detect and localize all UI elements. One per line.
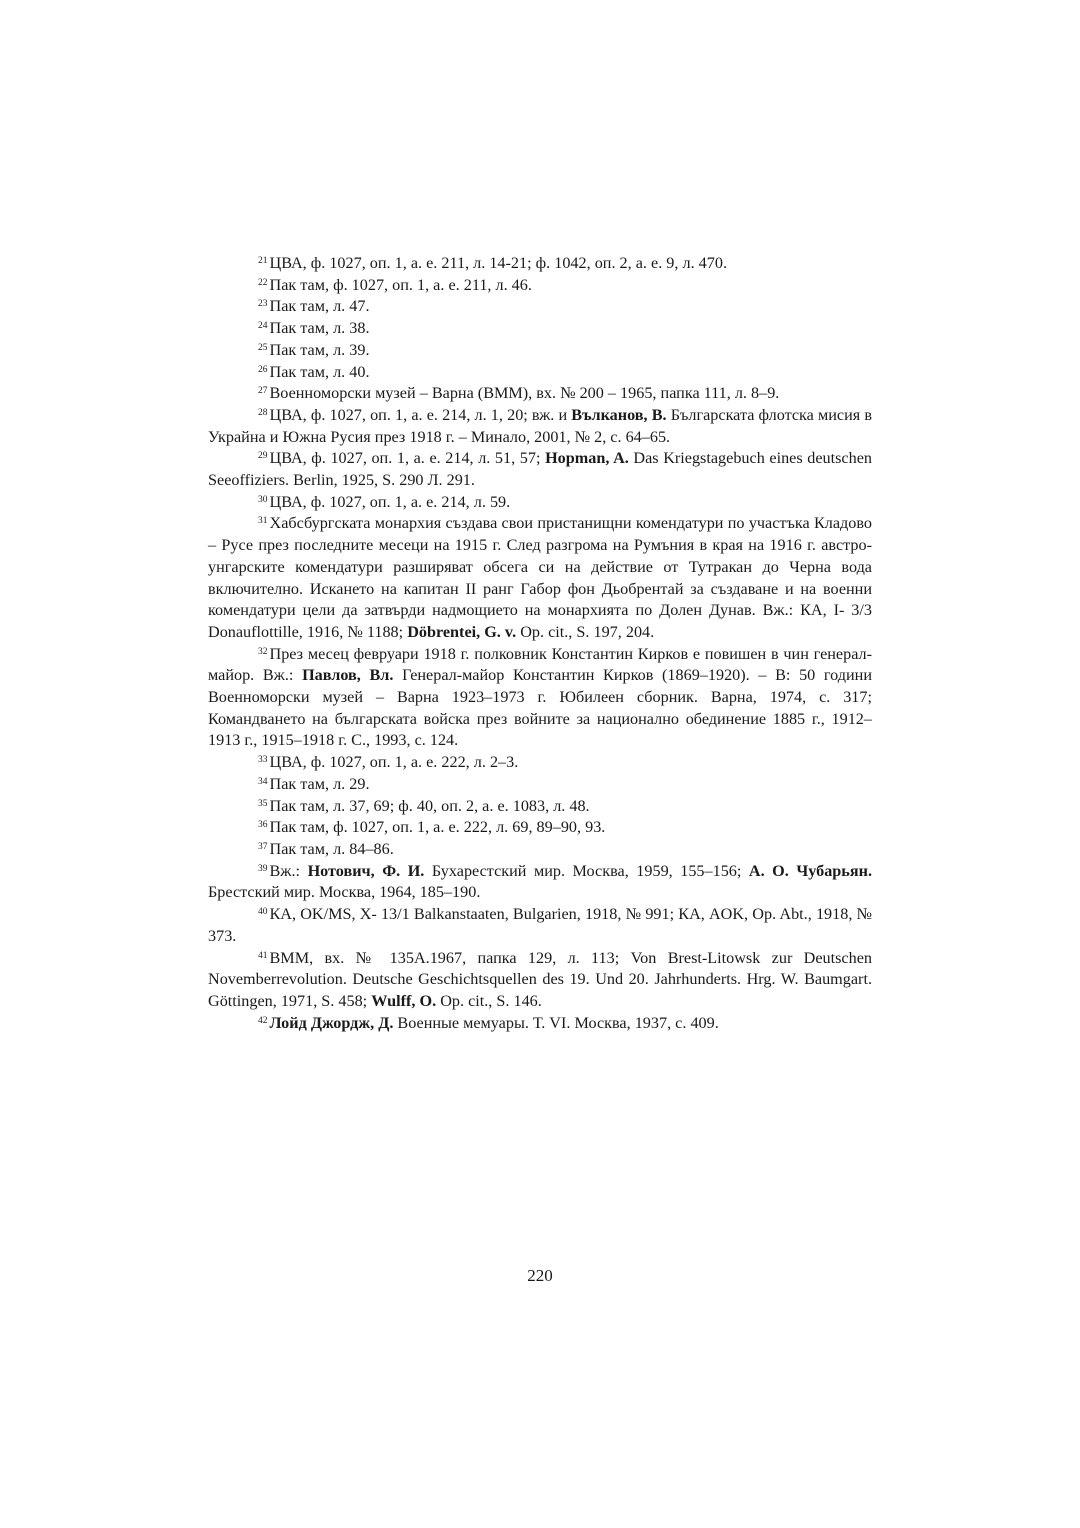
footnote-text: Пак там, л. 84–86.	[269, 839, 394, 858]
footnote-text: ЦВА, ф. 1027, оп. 1, а. е. 214, л. 59.	[269, 492, 511, 511]
footnote-number: 27	[258, 386, 268, 397]
footnote	[208, 839, 872, 861]
footnote-author: Döbrentei, G. v.	[407, 622, 517, 641]
footnote-text: Вж.:	[269, 861, 308, 880]
footnote-text: Бухарестский мир. Москва, 1959, 155–156;	[424, 861, 749, 880]
footnote-number: 28	[258, 407, 268, 418]
footnote-author: Вълканов, В.	[571, 405, 667, 424]
footnote-author: Нотович, Ф. И.	[307, 861, 425, 880]
footnote-number: 31	[258, 516, 268, 527]
footnote-text: През месец февруари 1918 г. полковник Константин Кирков е повишен в чин генерал-майор. Вж.:	[208, 644, 872, 685]
footnote-text: Брестский мир. Москва, 1964, 185–190.	[208, 883, 481, 902]
footnote-text: Военноморски музей – Варна (ВММ), вх. № 200 – 1965, папка 111, л. 8–9.	[269, 384, 780, 403]
footnote-text: Пак там, л. 39.	[269, 340, 370, 359]
footnote-text: Пак там, ф. 1027, оп. 1, а. е. 222, л. 69, 89–90, 93.	[269, 818, 606, 837]
footnote	[208, 817, 872, 839]
footnote-text: Пак там, л. 38.	[269, 319, 370, 338]
footnote-number: 34	[258, 776, 268, 787]
footnote	[208, 492, 872, 514]
footnote-number: 24	[258, 321, 268, 332]
footnote	[208, 513, 872, 643]
footnote-text: Генерал-майор Константин Кирков (1869–1920). – В: 50 години Военноморски музей – Варна 1923–1973 г. Юбилеен сборник. Варна, 1974, с. 317; Командването на българската войска през войните за национално обединение 1885 г., 1912–1913 г., 1915–1918 г. С., 1993, с. 124.	[208, 666, 872, 750]
footnote-text: Op. cit., S. 146.	[436, 991, 542, 1010]
footnote-number: 40	[258, 907, 268, 918]
footnote	[208, 405, 872, 448]
footnote-number: 21	[258, 256, 268, 266]
footnote	[208, 861, 872, 904]
footnote	[208, 383, 872, 405]
footnote	[208, 774, 872, 796]
footnote-number: 29	[258, 451, 268, 462]
footnote-author: Павлов, Вл.	[302, 666, 394, 685]
footnote-number: 42	[258, 1015, 268, 1026]
footnote-number: 26	[258, 364, 268, 375]
footnote-text: Пак там, л. 37, 69; ф. 40, оп. 2, а. е. 1083, л. 48.	[269, 796, 590, 815]
footnote	[208, 948, 872, 1013]
footnote-author: А. О. Чубарьян.	[748, 861, 872, 880]
footnote	[208, 318, 872, 340]
footnote	[208, 362, 872, 384]
footnote-number: 37	[258, 841, 268, 852]
footnote-text: Op. cit., S. 197, 204.	[516, 622, 655, 641]
footnote	[208, 448, 872, 491]
footnote-text: Пак там, л. 40.	[269, 362, 370, 381]
footnote	[208, 752, 872, 774]
footnote-number: 33	[258, 755, 268, 766]
footnote-author: Лойд Джордж, Д.	[269, 1013, 394, 1032]
footnote-number: 41	[258, 950, 268, 961]
footnote-number: 25	[258, 342, 268, 353]
footnote-text: Българската флотска мисия в Украйна и Южна Русия през 1918 г. – Минало, 2001, № 2, с. 64–65.	[208, 405, 872, 446]
footnote-number: 36	[258, 820, 268, 831]
footnote-text: ЦВА, ф. 1027, оп. 1, а. е. 211, л. 14-21; ф. 1042, оп. 2, а. е. 9, л. 470.	[269, 254, 727, 272]
footnote-number: 23	[258, 299, 268, 310]
footnote-text: ЦВА, ф. 1027, оп. 1, а. е. 214, л. 1, 20; вж. и	[269, 405, 572, 424]
footnote	[208, 340, 872, 362]
footnote	[208, 904, 872, 947]
footnote-number: 39	[258, 863, 268, 874]
footnote	[208, 796, 872, 818]
footnote-text: ЦВА, ф. 1027, оп. 1, а. е. 222, л. 2–3.	[269, 753, 519, 772]
footnote-text: КА, OK/MS, X- 13/1 Balkanstaaten, Bulgarien, 1918, № 991; КА, AOK, Op. Abt., 1918, № 373.	[208, 905, 872, 945]
footnote	[208, 253, 872, 275]
footnote-text: Das Kriegstagebuch eines deutschen Seeoffiziers. Berlin, 1925, S. 290 Л. 291.	[208, 449, 872, 490]
footnotes-list	[208, 253, 872, 1034]
footnote-text: Пак там, л. 29.	[269, 774, 370, 793]
footnote-text: Пак там, ф. 1027, оп. 1, а. е. 211, л. 46.	[269, 275, 532, 294]
footnote-text: ЦВА, ф. 1027, оп. 1, а. е. 214, л. 51, 57;	[269, 449, 546, 468]
footnote	[208, 644, 872, 753]
footnote-number: 30	[258, 494, 268, 505]
footnote-text: Военные мемуары. Т. VI. Москва, 1937, с. 409.	[393, 1013, 719, 1032]
footnote-author: Hopman, A.	[545, 449, 629, 468]
footnote	[208, 275, 872, 297]
footnote-text: ВММ, вх. № 135А.1967, папка 129, л. 113; Von Brest-Litowsk zur Deutschen Novemberrevolution. Deutsche Geschichtsquellen des 19. Und 20. Jahrhunderts. Hrg. W. Baumgart. Göttingen, 1971, S. 458;	[208, 948, 872, 1010]
footnote-text: Хабсбургската монархия създава свои пристанищни комендатури по участъка Кладово – Русе през последните месеци на 1915 г. След разгрома на Румъния в края на 1916 г. австро-унгарските комендатури разширяват обсега си на действие от Тутракан до Черна вода включително. Искането на капитан II ранг Габор фон Дьобрентай за създаване и на военни комендатури цели да затвърди надмощието на монархията по Долен Дунав. Вж.: КА, I- 3/3 Donauflottille, 1916, № 1188;	[208, 514, 872, 641]
footnote-number: 35	[258, 798, 268, 809]
footnote-author: Wulff, O.	[371, 991, 437, 1010]
footnote	[208, 1013, 872, 1035]
footnote	[208, 296, 872, 318]
footnote-text: Пак там, л. 47.	[269, 297, 370, 316]
footnote-number: 22	[258, 277, 268, 288]
page-number: 220	[527, 1266, 553, 1285]
footnote-number: 32	[258, 646, 268, 657]
